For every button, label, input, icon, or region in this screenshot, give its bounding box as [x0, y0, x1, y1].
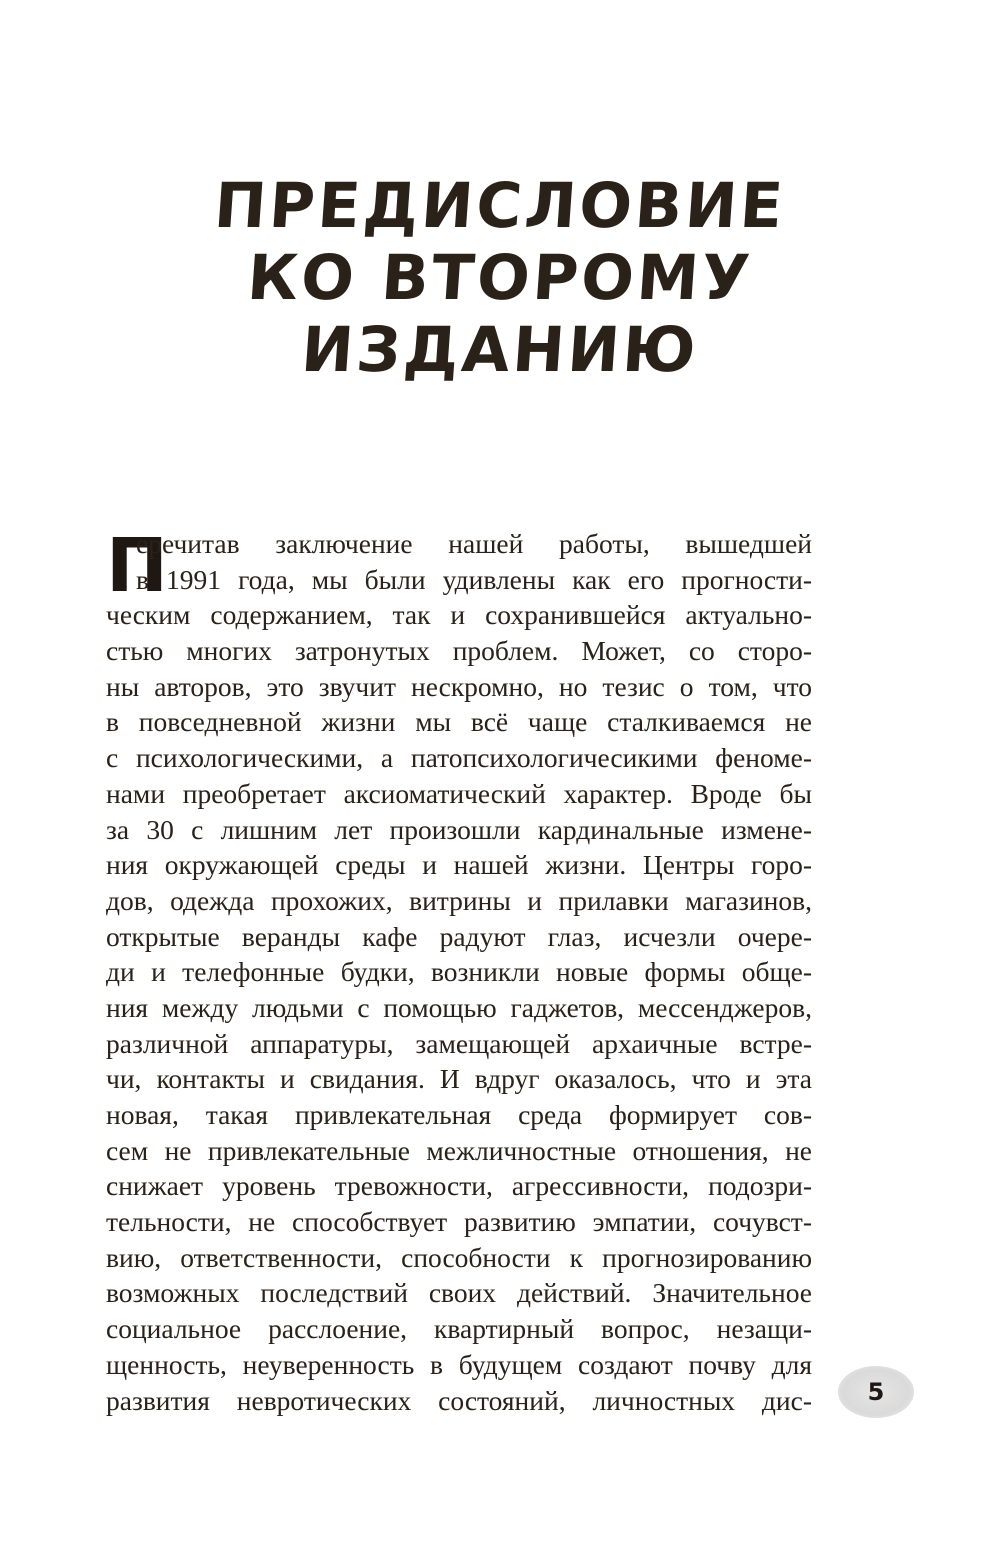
- text-line: снижает уровень тревожности, агрессивности, подозри-: [106, 1170, 812, 1202]
- text-line: нами преобретает аксиоматический характер. Вроде бы: [106, 777, 812, 809]
- text-line: ны авторов, это звучит нескромно, но тезис о том, что: [106, 670, 812, 702]
- text-line: ческим содержанием, так и сохранившейся актуально-: [106, 599, 812, 631]
- title-line: ИЗДАНИЮ: [299, 313, 701, 386]
- text-line: сем не привлекательные межличностные отношения, не: [106, 1134, 812, 1166]
- text-line: чи, контакты и свидания. И вдруг оказалось, что и эта: [106, 1063, 812, 1095]
- text-line: открытые веранды кафе радуют глаз, исчезли очере-: [106, 920, 812, 952]
- text-line: социальное расслоение, квартирный вопрос, незащи-: [106, 1313, 812, 1345]
- drop-cap: П: [106, 523, 168, 609]
- title-line: ПРЕДИСЛОВИЕ: [211, 169, 789, 242]
- text-line: новая, такая привлекательная среда формирует сов-: [106, 1099, 812, 1130]
- text-line: вию, ответственности, способности к прогнозированию: [106, 1241, 812, 1273]
- text-line: в повседневной жизни мы всё чаще сталкиваемся не: [106, 706, 812, 738]
- text-line: возможных последствий своих действий. Значительное: [106, 1277, 812, 1309]
- text-line: ния между людьми с помощью гаджетов, мессенджеров,: [106, 991, 812, 1023]
- text-line: за 30 с лишним лет произошли кардинальные измене-: [106, 813, 812, 845]
- text-line: развития невротических состояний, личностных дис-: [106, 1384, 812, 1416]
- text-line: ди и телефонные будки, возникли новые формы обще-: [106, 956, 812, 988]
- text-line: щенность, неуверенность в будущем создают почву для: [106, 1348, 812, 1380]
- text-line: различной аппаратуры, замещающей архаичные встре-: [106, 1027, 812, 1059]
- text-line: в 1991 года, мы были удивлены как его прогности-: [136, 563, 812, 595]
- text-line: дов, одежда прохожих, витрины и прилавки магазинов,: [106, 884, 812, 916]
- title-line: КО ВТОРОМУ: [245, 241, 756, 314]
- chapter-title: [0, 170, 1000, 386]
- text-line: с психологическими, а патопсихологичесикими феноме-: [106, 742, 812, 774]
- page-number: 5: [838, 1366, 914, 1418]
- text-line: еречитав заключение нашей работы, вышедшей: [136, 528, 812, 559]
- body-text: [106, 523, 812, 1418]
- text-line: ния окружающей среды и нашей жизни. Центры горо-: [106, 849, 812, 881]
- text-line: стью многих затронутых проблем. Может, со сторо-: [106, 635, 812, 667]
- text-line: тельности, не способствует развитию эмпатии, сочувст-: [106, 1206, 812, 1238]
